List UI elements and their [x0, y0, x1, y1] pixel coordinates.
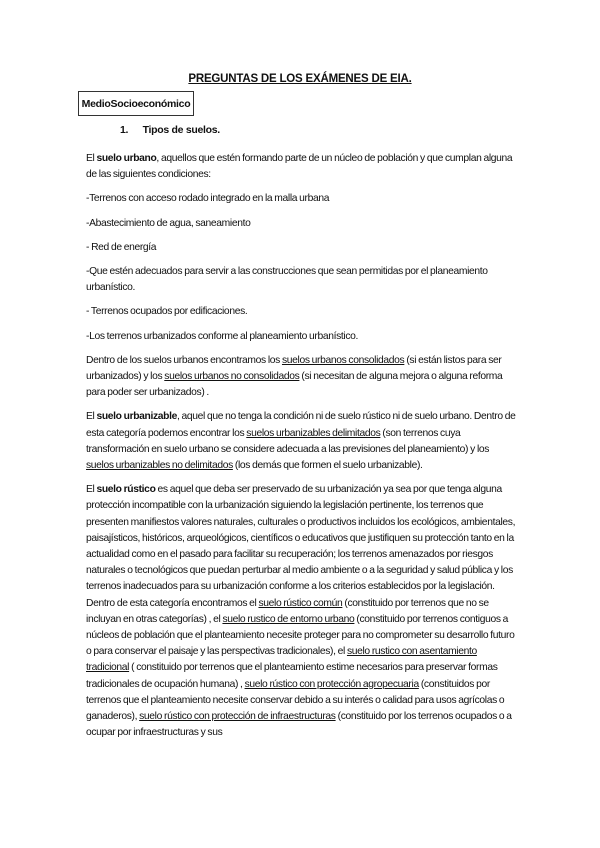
text: (si necesitan de alguna mejora o alguna reforma para poder ser urbanizados) .: [86, 371, 503, 399]
term-rustico-entorno-urbano: suelo rustico de entorno urbano: [222, 613, 355, 625]
term-urbanos-no-consolidados: suelos urbanos no consolidados: [164, 371, 300, 383]
term-urbanizables-delimitados: suelos urbanizables delimitados: [246, 427, 381, 439]
condition-item: -Que estén adecuados para servir a las construcciones que sean permitidas por el planeamiento urbanístico.: [86, 266, 488, 294]
term-suelo-rustico: suelo rústico: [96, 484, 156, 496]
list-number: 1.: [120, 124, 129, 136]
text: (constituido por terrenos que no se incluyan en otras categorías) , el: [86, 597, 489, 625]
term-rustico-asentamiento: suelo rustico con asentamiento tradicional: [86, 646, 477, 674]
condition-item: - Terrenos ocupados por edificaciones.: [86, 306, 248, 318]
text: ( constituido por terrenos que el planteamiento estime necesarios para preservar formas tradicionales de ocupación humana) ,: [86, 662, 498, 690]
paragraph-suelo-rustico: [86, 482, 516, 741]
text: Dentro de los suelos urbanos encontramos los: [86, 354, 282, 366]
paragraph-suelo-urbano: [86, 151, 516, 183]
text: El: [86, 153, 97, 164]
text: El: [86, 411, 97, 423]
term-rustico-comun: suelo rústico común: [258, 597, 343, 609]
text: (constituido por terrenos contiguos a núcleos de población que el planteamiento necesite proteger para no comprometer su desarrollo futuro o para conservar el paisaje y las perspectivas tradicionales), el: [86, 613, 515, 658]
term-urbanizables-no-delimitados: suelos urbanizables no delimitados: [86, 460, 233, 472]
list-heading: [120, 124, 220, 136]
term-suelo-urbanizable: suelo urbanizable: [96, 411, 177, 423]
text: (constituido por los terrenos ocupados o a ocupar por infraestructuras y sus: [86, 711, 512, 739]
term-rustico-infraestructuras: suelo rústico con protección de infraestructuras: [139, 711, 336, 723]
paragraph-suelo-urbanizable: [86, 409, 516, 474]
text: El: [86, 484, 97, 496]
condition-item: -Los terrenos urbanizados conforme al planeamiento urbanístico.: [86, 330, 359, 342]
document-title: PREGUNTAS DE LOS EXÁMENES DE EIA.: [188, 73, 412, 85]
text: (los demás que formen el suelo urbanizable).: [232, 460, 423, 472]
section-label: MedioSocioeconómico: [81, 97, 191, 110]
condition-item: - Red de energía: [86, 241, 157, 253]
condition-item: -Abastecimiento de agua, saneamiento: [86, 217, 251, 229]
text: (si están listos para ser urbanizados) y los: [86, 354, 502, 383]
term-suelo-urbano: suelo urbano: [96, 153, 157, 164]
text: es aquel que deba ser preservado de su urbanización ya sea por que tenga alguna protección incompatible con la urbanización siguiendo la legislación pertinente, los terrenos que presenten manifiestos valores naturales, culturales o productivos incluidos los ecológicos, ambientales, paisajísticos, históricos, arqueológicos, científicos o educativos que justifiquen su protección tanto en la actualidad como en el pasado para facilitar su recuperación; los terrenos amenazados por riesgos naturales o tecnológicos que puedan perturbar al medio ambiente o a la seguridad y salud pública y los terrenos inadecuados para su urbanización conforme a los criterios establecidos por la legislación. Dentro de esta categoría encontramos el: [86, 484, 516, 609]
term-urbanos-consolidados: suelos urbanos consolidados: [281, 354, 405, 366]
text: (son terrenos cuya transformación en suelo urbano se considere adecuada a las previsiones del planeamiento) y los: [86, 427, 490, 455]
section-label-box: [78, 91, 194, 116]
text: (constituidos por terrenos que el planteamiento necesite conservar debido a su interés o calidad para usos agrícolas o ganaderos),: [86, 678, 505, 723]
list-heading-text: Tipos de suelos.: [142, 124, 220, 136]
document-body: [86, 151, 516, 750]
paragraph-urbano-types: [86, 353, 516, 402]
condition-item: -Terrenos con acceso rodado integrado en la malla urbana: [86, 193, 330, 205]
text: , aquel que no tenga la condición ni de suelo rústico ni de suelo urbano. Dentro de esta categoría podemos encontrar los: [86, 411, 516, 439]
text: , aquellos que estén formando parte de un núcleo de población y que cumplan alguna de las siguientes condiciones:: [86, 153, 513, 181]
term-rustico-agropecuaria: suelo rústico con protección agropecuaria: [244, 678, 419, 690]
